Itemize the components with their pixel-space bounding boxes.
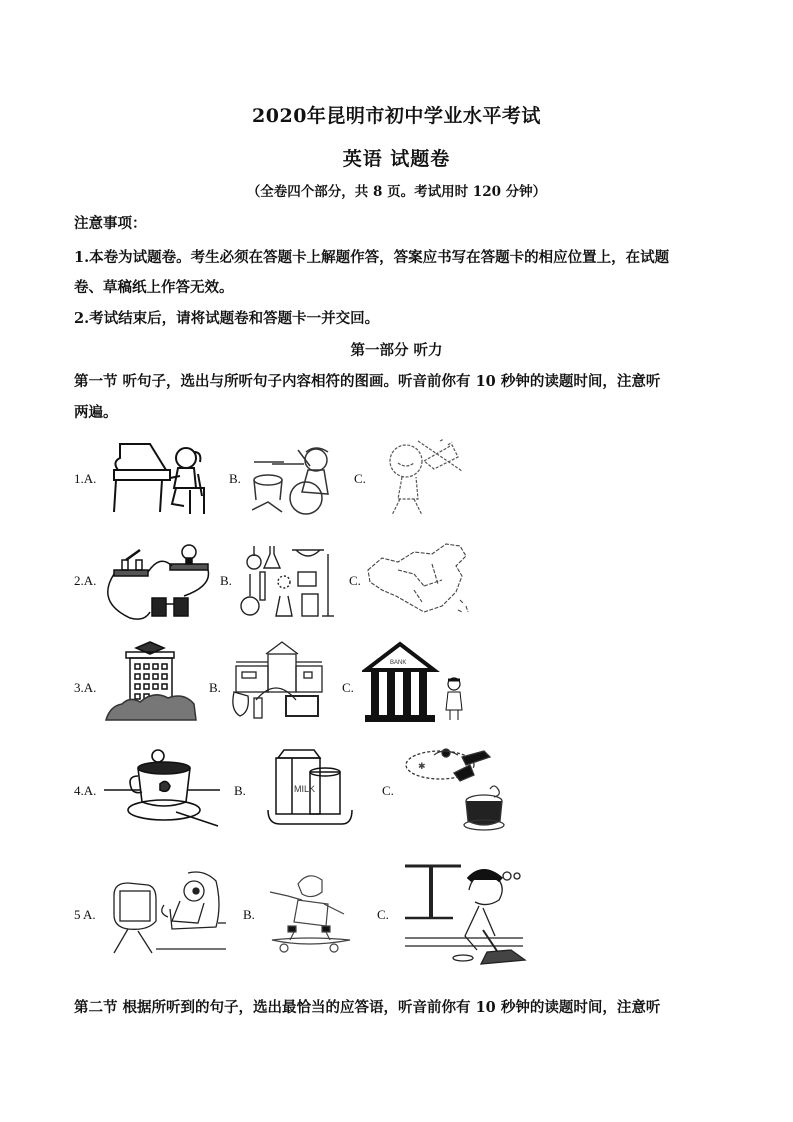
bank-icon[interactable] xyxy=(362,640,470,724)
sweeping-icon[interactable] xyxy=(403,860,527,966)
option-label: C. xyxy=(377,907,389,922)
coffee-cup-icon[interactable] xyxy=(104,748,222,830)
option-label: B. xyxy=(229,471,241,486)
option-label: C. xyxy=(354,471,366,486)
svg-text:BANK: BANK xyxy=(390,660,407,666)
svg-text:✱: ✱ xyxy=(418,762,426,772)
option-label: C. xyxy=(382,783,394,798)
section1-instructions-line-1: 第一节 听句子，选出与所听句子内容相符的图画。听音前你有 10 秒钟的读题时间，注意听 xyxy=(74,373,661,390)
exam-title: 2020年昆明市初中学业水平考试 xyxy=(252,105,541,127)
exam-subtitle: 英语 试题卷 xyxy=(342,148,451,170)
option-label: 3.A. xyxy=(74,680,97,695)
watching-tv-icon[interactable] xyxy=(108,865,228,957)
lab-equipment-icon[interactable] xyxy=(240,544,336,620)
piano-girl-icon[interactable] xyxy=(108,440,213,518)
notes-heading: 注意事项： xyxy=(74,215,147,232)
circuit-icon[interactable] xyxy=(100,542,212,622)
option-label: 4.A. xyxy=(74,783,97,798)
skateboard-icon[interactable] xyxy=(268,870,352,954)
svg-text:MILK: MILK xyxy=(294,784,316,794)
school-building-icon[interactable] xyxy=(230,640,326,722)
option-label: 1.A. xyxy=(74,471,97,486)
china-map-icon[interactable] xyxy=(362,540,476,620)
option-label: C. xyxy=(349,573,361,588)
section2-instructions-line-1: 第二节 根据所听到的句子，选出最恰当的应答语，听音前你有 10 秒钟的读题时间，注意听 xyxy=(74,999,661,1016)
option-label: B. xyxy=(234,783,246,798)
notes-item-1-line-2: 卷、草稿纸上作答无效。 xyxy=(74,279,234,296)
option-label: B. xyxy=(209,680,221,695)
exam-info: （全卷四个部分，共 8 页。考试用时 120 分钟） xyxy=(246,184,547,200)
option-label: C. xyxy=(342,680,354,695)
option-label: 2.A. xyxy=(74,573,97,588)
option-label: 5 A. xyxy=(74,907,96,922)
violin-girl-icon[interactable] xyxy=(378,437,468,519)
milk-carton-icon[interactable] xyxy=(266,748,354,826)
option-label: B. xyxy=(243,907,255,922)
teapot-icon[interactable] xyxy=(404,745,514,833)
option-label: B. xyxy=(220,573,232,588)
section1-instructions-line-2: 两遍。 xyxy=(74,404,118,421)
notes-item-1-line-1: 1.本卷为试题卷。考生必须在答题卡上解题作答，答案应书写在答题卡的相应位置上，在试题 xyxy=(74,249,670,266)
drums-boy-icon[interactable] xyxy=(248,440,344,518)
notes-item-2: 2.考试结束后，请将试题卷和答题卡一并交回。 xyxy=(74,310,380,327)
hospital-building-icon[interactable] xyxy=(104,640,198,722)
part1-heading: 第一部分 听力 xyxy=(350,342,443,359)
